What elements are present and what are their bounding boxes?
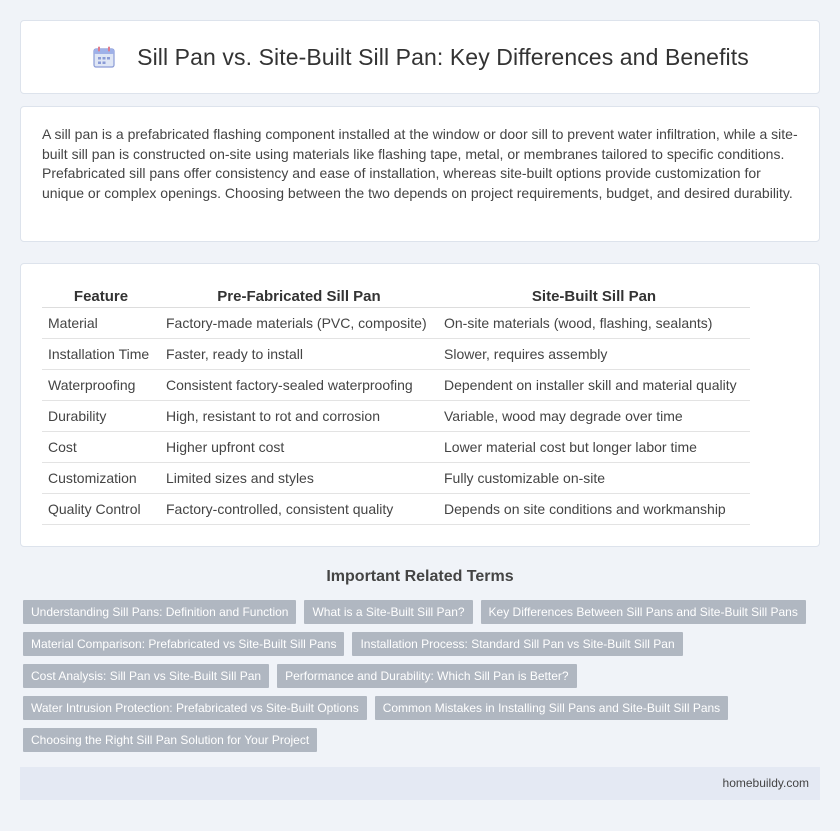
related-term-tag[interactable]: Installation Process: Standard Sill Pan vs Site-Built Sill Pan: [352, 632, 682, 656]
table-cell: On-site materials (wood, flashing, sealants): [438, 308, 750, 339]
tag-row: [23, 728, 813, 752]
table-cell: Faster, ready to install: [160, 339, 438, 370]
table-row: [42, 339, 750, 370]
table-cell: Consistent factory-sealed waterproofing: [160, 370, 438, 401]
table-cell: Higher upfront cost: [160, 432, 438, 463]
table-cell: Dependent on installer skill and material quality: [438, 370, 750, 401]
table-cell: Material: [42, 308, 160, 339]
table-cell: Durability: [42, 401, 160, 432]
table-cell: Lower material cost but longer labor time: [438, 432, 750, 463]
table-row: [42, 308, 750, 339]
related-terms-tags: [23, 600, 813, 760]
related-term-tag[interactable]: Understanding Sill Pans: Definition and Function: [23, 600, 296, 624]
table-row: [42, 432, 750, 463]
header-feature: Feature: [42, 284, 160, 308]
table-cell: Quality Control: [42, 494, 160, 525]
table-row: [42, 463, 750, 494]
comparison-table-card: [20, 263, 820, 547]
calendar-icon: [91, 44, 117, 70]
related-term-tag[interactable]: Cost Analysis: Sill Pan vs Site-Built Sill Pan: [23, 664, 269, 688]
tag-row: [23, 600, 813, 624]
page-title: Sill Pan vs. Site-Built Sill Pan: Key Differences and Benefits: [137, 43, 749, 70]
header-prefab: Pre-Fabricated Sill Pan: [160, 284, 438, 308]
header-site-built: Site-Built Sill Pan: [438, 284, 750, 308]
related-term-tag[interactable]: Performance and Durability: Which Sill Pan is Better?: [277, 664, 576, 688]
related-terms-heading: Important Related Terms: [326, 568, 514, 585]
title-card: [20, 20, 820, 94]
table-cell: Variable, wood may degrade over time: [438, 401, 750, 432]
intro-card: [20, 106, 820, 242]
related-term-tag[interactable]: What is a Site-Built Sill Pan?: [304, 600, 472, 624]
table-row: [42, 494, 750, 525]
table-cell: Customization: [42, 463, 160, 494]
table-header-row: [42, 284, 750, 308]
table-cell: Factory-made materials (PVC, composite): [160, 308, 438, 339]
tag-row: [23, 696, 813, 720]
table-cell: Cost: [42, 432, 160, 463]
table-cell: Waterproofing: [42, 370, 160, 401]
footer-site-name: homebuildy.com: [722, 776, 809, 790]
footer: [20, 767, 820, 800]
intro-paragraph: A sill pan is a prefabricated flashing component installed at the window or door sill to prevent water infiltration, while a site-built sill pan is constructed on-site using materials like flashing tape, metal, or membranes tailored to specific conditions. Prefabricated sill pans offer consistency and ease of installation, whereas site-built options provide customization for unique or complex openings. Choosing between the two depends on project requirements, budget, and desired durability.: [42, 126, 798, 201]
table-row: [42, 370, 750, 401]
table-cell: Factory-controlled, consistent quality: [160, 494, 438, 525]
tag-row: [23, 632, 813, 656]
tag-row: [23, 664, 813, 688]
table-cell: Fully customizable on-site: [438, 463, 750, 494]
comparison-table: [42, 284, 750, 525]
table-cell: Depends on site conditions and workmanship: [438, 494, 750, 525]
table-cell: High, resistant to rot and corrosion: [160, 401, 438, 432]
related-term-tag[interactable]: Material Comparison: Prefabricated vs Site-Built Sill Pans: [23, 632, 344, 656]
table-cell: Slower, requires assembly: [438, 339, 750, 370]
table-cell: Installation Time: [42, 339, 160, 370]
related-term-tag[interactable]: Water Intrusion Protection: Prefabricated vs Site-Built Options: [23, 696, 367, 720]
related-term-tag[interactable]: Common Mistakes in Installing Sill Pans and Site-Built Sill Pans: [375, 696, 728, 720]
related-term-tag[interactable]: Choosing the Right Sill Pan Solution for Your Project: [23, 728, 317, 752]
related-term-tag[interactable]: Key Differences Between Sill Pans and Site-Built Sill Pans: [481, 600, 806, 624]
table-cell: Limited sizes and styles: [160, 463, 438, 494]
table-row: [42, 401, 750, 432]
